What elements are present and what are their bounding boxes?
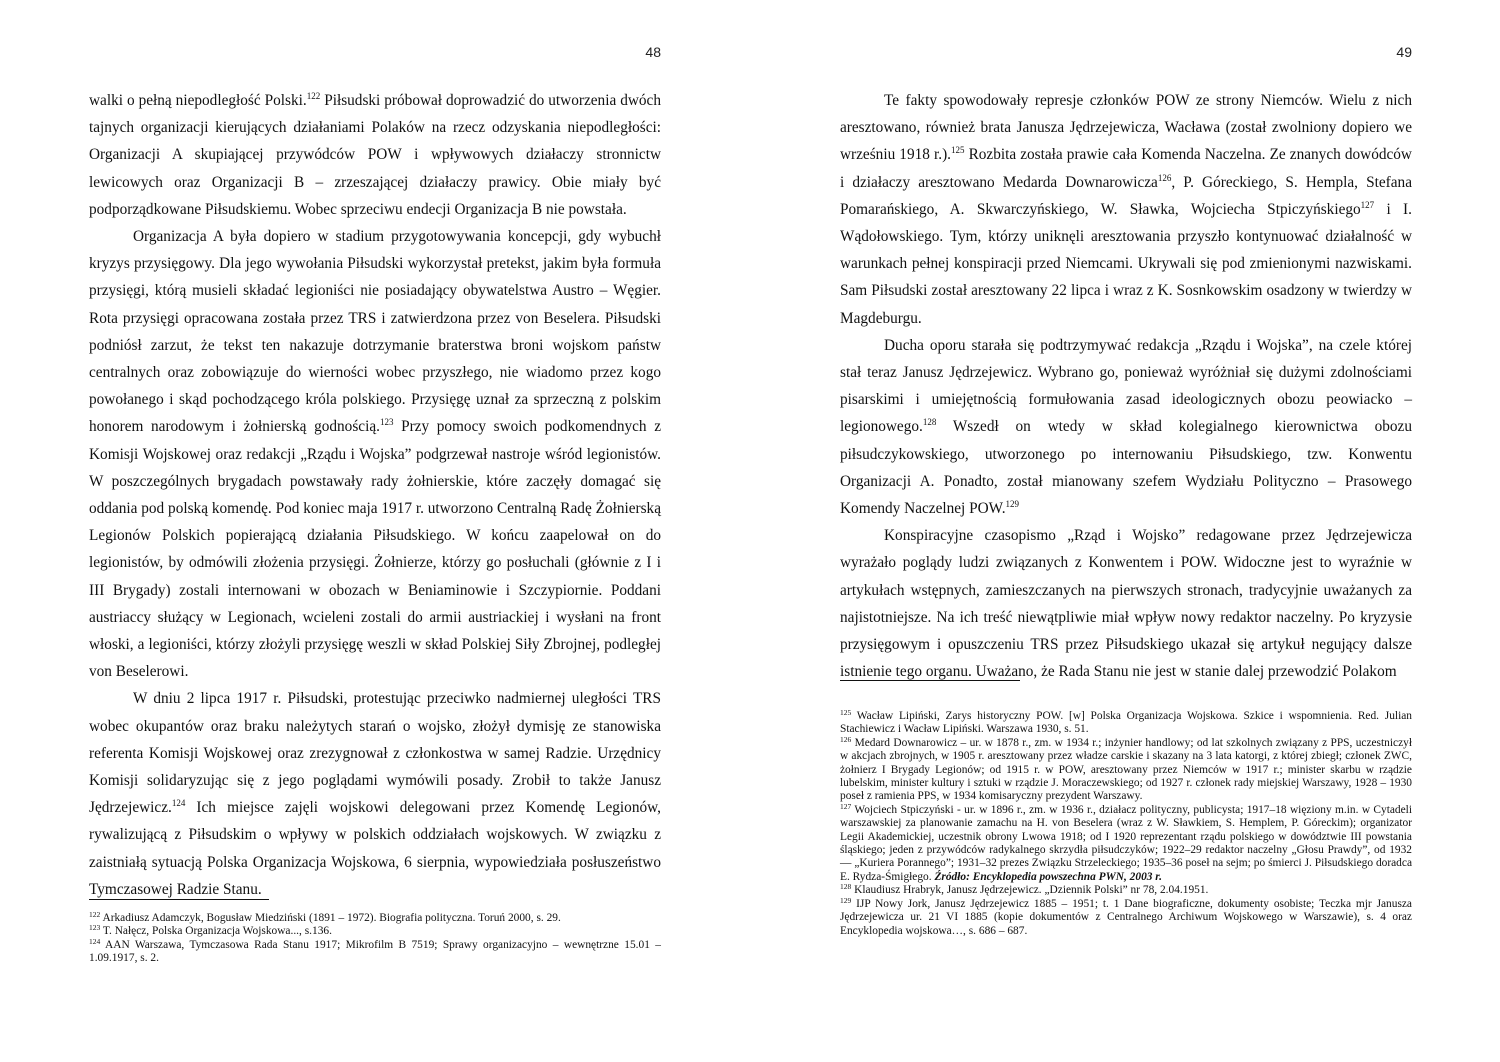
text-run: i I. Wądołowskiego. Tym, którzy uniknęli aresztowania przyszło kontynuować działalność w warunkach pełnej konspiracji przed Niemcami. Ukrywali się pod zmienionymi nazwiskami. Sam Piłsudski został aresztowany 22 lipca i wraz z K. Sosnkowskim osadzony w twierdzy w Magdeburgu. bbox=[840, 200, 1412, 327]
left-page bbox=[89, 0, 661, 1062]
text-run: AAN Warszawa, Tymczasowa Rada Stanu 1917; Mikrofilm B 7519; Sprawy organizacyjno – wewnętrzne 15.01 – 1.09.1917, s. 2. bbox=[89, 938, 661, 965]
text-run: Rozbita została prawie cała Komenda Naczelna. Ze znanych dowódców i działaczy aresztowano Medarda Downarowicza bbox=[840, 146, 1412, 191]
footnote bbox=[840, 801, 1412, 884]
text-run: Organizacja A była dopiero w stadium przygotowywania koncepcji, gdy wybuchł kryzys przysięgowy. Dla jego wywołania Piłsudski wykorzystał pretekst, jakim była formuła przysięgi, którą musieli składać legioniści nie posiadający obywatelstwa Austro – Węgier. Rota przysięgi opracowana została przez TRS i zatwierdzona przez von Beselera. Piłsudski podniósł zarzut, że tekst ten nakazuje dotrzymanie braterstwa broni wojskom państw centralnych oraz zobowiązuje do wierności wobec przyszłego, nie wiadomo przez kogo powołanego i skąd pochodzącego króla polskiego. Przysięgę uznał za sprzeczną z polskim honorem narodowym i żołnierską godnością. bbox=[89, 228, 661, 436]
footnote-marker: 126 bbox=[840, 734, 852, 744]
text-run: Wacław Lipiński, Zarys historyczny POW. [w] Polska Organizacja Wojskowa. Szkice i wspomnienia. Red. Julian Stachiewicz i Wacław Lipiński. Warszawa 1930, s. 51. bbox=[840, 710, 1412, 736]
text-run: T. Nałęcz, Polska Organizacja Wojskowa..., s.136. bbox=[100, 925, 332, 938]
paragraph bbox=[840, 87, 1412, 332]
text-run: Arkadiusz Adamczyk, Bogusław Miedziński (1891 – 1972). Biografia polityczna. Toruń 2000, s. 29. bbox=[100, 912, 561, 924]
text-run: Piłsudski próbował doprowadzić do utworzenia dwóch tajnych organizacji kierujących działaniami Polaków na rzecz odzyskania niepodległości: Organizacji A skupiającej przywódców POW i wpływowych działaczy stronnictw lewicowych oraz Organizacji B – zrzeszającej działaczy prawicy. Obie miały być podporządkowane Piłsudskiemu. Wobec sprzeciwu endecji Organizacja B nie powstała. bbox=[89, 92, 661, 218]
footnote-marker: 124 bbox=[171, 798, 186, 809]
text-run: Przy pomocy swoich podkomendnych z Komisji Wojskowej oraz redakcji „Rządu i Wojska” podgrzewał nastroje wśród legionistów. W poszczególnych brygadach powstawały rady żołnierskie, które zaczęły domagać się oddania pod polską komendę. Pod koniec maja 1917 r. utworzono Centralną Radę Żołnierską Legionów Polskich popierającą działania Piłsudskiego. W końcu zaapelował on do legionistów, by odmówili złożenia przysięgi. Żołnierze, którzy go posłuchali (głównie z I i III Brygady) zostali internowani w obozach w Beniaminowie i Szczypiornie. Poddani austriaccy służący w Legionach, wcieleni zostali do armii austriackiej i wysłani na front włoski, a legioniści, którzy złożyli przysięgę weszli w skład Polskiej Siły Zbrojnej, podległej von Beselerowi. bbox=[89, 418, 662, 681]
text-run: Wojciech Stpiczyński - ur. w 1896 r., zm. w 1936 r., działacz polityczny, publicysta; 1917–18 więziony m.in. w Cytadeli warszawskiej za planowanie zamachu na H. von Beselera (wraz z W. Sławkiem, S. Hemplem, P. Góreckim); organizator Legii Akademickiej, uczestnik obrony Lwowa 1918; od I 1920 reprezentant rządu polskiego w dowództwie III powstania śląskiego; jeden z przywódców radykalnego skrzydła piłsudczyków; 1922–29 redaktor naczelny „Głosu Prawdy”, od 1932 — „Kuriera Porannego”; 1931–32 prezes Związku Strzeleckiego; 1935–36 poseł na sejm; po śmierci J. Piłsudskiego doradca E. Rydza-Śmigłego. bbox=[840, 803, 1412, 883]
footnote-marker: 128 bbox=[840, 882, 852, 892]
footnote-marker: 126 bbox=[1157, 172, 1172, 183]
paragraph bbox=[89, 87, 661, 223]
footnote-rule-left bbox=[89, 899, 269, 900]
paragraph bbox=[840, 522, 1412, 685]
text-run: Ducha oporu starała się podtrzymywać redakcja „Rządu i Wojska”, na czele której stał teraz Janusz Jędrzejewicz. Wybrano go, ponieważ wyróżniał się dużymi zdolnościami pisarskimi i umiejętnością formułowania zasad ideologicznych obozu peowiacko – legionowego. bbox=[840, 336, 1412, 436]
footnote-marker: 127 bbox=[1360, 199, 1375, 210]
text-run: Ich miejsce zajęli wojskowi delegowani przez Komendę Legionów, rywalizującą z Piłsudskim o wpływy w polskich oddziałach wojskowych. W związku z zaistniałą sytuacją Polska Organizacja Wojskowa, 6 sierpnia, wypowiedziała posłuszeństwo Tymczasowej Radzie Stanu. bbox=[89, 799, 661, 898]
text-run: Medard Downarowicz – ur. w 1878 r., zm. w 1934 r.; inżynier handlowy; od lat szkolnych związany z PPS, uczestniczył w akcjach zbrojnych, w 1905 r. aresztowany przez władze carskie i skazany na 3 lata katorgi, z której zbiegł; członek ZWC, żołnierz I Brygady Legionów; od 1915 r. w POW, aresztowany przez Niemców w 1917 r.; minister skarbu w rządzie lubelskim, minister kultury i sztuki w rządzie J. Moraczewskiego; od 1927 r. członek rady miejskiej Warszawy, 1928 – 1930 poseł z ramienia PPS, w 1934 komisaryczny prezydent Warszawy. bbox=[840, 736, 1412, 803]
left-body-text bbox=[89, 87, 661, 903]
text-run: , P. Góreckiego, S. Hempla, Stefana Pomarańskiego, A. Skwarczyńskiego, W. Sławka, Wojciecha Stpiczyńskiego bbox=[840, 173, 1412, 218]
footnote bbox=[840, 710, 1412, 737]
text-run: Te fakty spowodowały represje członków POW ze strony Niemców. Wielu z nich aresztowano, również brata Janusza Jędrzejewicza, Wacława (został zwolniony dopiero we wrześniu 1918 r.). bbox=[840, 92, 1412, 164]
footnote bbox=[89, 925, 661, 938]
page-number-right: 49 bbox=[1396, 44, 1412, 60]
footnote-rule-right bbox=[840, 680, 1020, 681]
text-run: W dniu 2 lipca 1917 r. Piłsudski, protestując przeciwko nadmiernej uległości TRS wobec okupantów oraz braku należytych starań o wojsko, złożył dymisję ze stanowiska referenta Komisji Wojskowej oraz zrezygnował z członkostwa w samej Radzie. Urzędnicy Komisji solidaryzując się z jego poglądami wymówili posady. Zrobił to także Janusz Jędrzejewicz. bbox=[89, 690, 661, 817]
left-footnotes bbox=[89, 912, 661, 966]
paragraph bbox=[89, 223, 661, 685]
footnote-marker: 123 bbox=[379, 417, 394, 428]
text-run: walki o pełną niepodległość Polski. bbox=[89, 92, 307, 109]
text-run: Konspiracyjne czasopismo „Rząd i Wojsko” redagowane przez Jędrzejewicza wyrażało poglądy ludzi związanych z Konwentem i POW. Widoczne jest to wyraźnie w artykułach wstępnych, zamieszczanych na pierwszych stronach, tradycyjnie uważanych za najistotniejsze. Na ich treść niewątpliwie miał wpływ nowy redaktor naczelny. Po kryzysie przysięgowym i opuszczeniu TRS przez Piłsudskiego ukazał się artykuł negujący dalsze istnienie tego organu. Uważano, że Rada Stanu nie jest w stanie dalej przewodzić Polakom bbox=[840, 527, 1412, 681]
paragraph bbox=[89, 685, 661, 903]
right-page bbox=[840, 0, 1412, 1062]
footnote-marker: 124 bbox=[89, 936, 101, 946]
footnote bbox=[89, 936, 661, 966]
footnote-marker: 127 bbox=[840, 801, 852, 811]
footnote bbox=[840, 734, 1412, 804]
footnote bbox=[89, 912, 661, 925]
footnote-marker: 122 bbox=[306, 91, 321, 101]
footnote-marker: 122 bbox=[89, 910, 101, 919]
footnote-marker: 129 bbox=[840, 895, 852, 905]
right-footnotes bbox=[840, 710, 1412, 938]
text-run: Wszedł on wtedy w skład kolegialnego kierownictwa obozu piłsudczykowskiego, utworzonego po internowaniu Piłsudskiego, tzw. Konwentu Organizacji A. Ponadto, został mianowany szefem Wydziału Polityczno – Prasowego Komendy Naczelnej POW. bbox=[840, 418, 1412, 518]
footnote-marker: 123 bbox=[89, 923, 101, 933]
right-body-text bbox=[840, 87, 1412, 685]
footnote-marker: 129 bbox=[1005, 499, 1020, 510]
footnote-marker: 125 bbox=[950, 145, 965, 156]
footnote bbox=[840, 895, 1412, 938]
source-citation: Źródło: Encyklopedia powszechna PWN, 2003 r. bbox=[934, 870, 1162, 883]
footnote-marker: 125 bbox=[840, 708, 852, 717]
footnote bbox=[840, 884, 1412, 897]
footnote-marker: 128 bbox=[922, 417, 937, 428]
paragraph bbox=[840, 332, 1412, 522]
text-run: IJP Nowy Jork, Janusz Jędrzejewicz 1885 – 1951; t. 1 Dane biograficzne, dokumenty osobiste; Teczka mjr Janusza Jędrzejewicza ur. 21 VI 1885 (kopie dokumentów z Centralnego Archiwum Wojskowego w Warszawie), s. 4 oraz Encyklopedia wojskowa…, s. 686 – 687. bbox=[840, 897, 1412, 937]
page-number-left: 48 bbox=[645, 44, 661, 60]
text-run: Klaudiusz Hrabryk, Janusz Jędrzejewicz. „Dziennik Polski” nr 78, 2.04.1951. bbox=[851, 884, 1209, 897]
